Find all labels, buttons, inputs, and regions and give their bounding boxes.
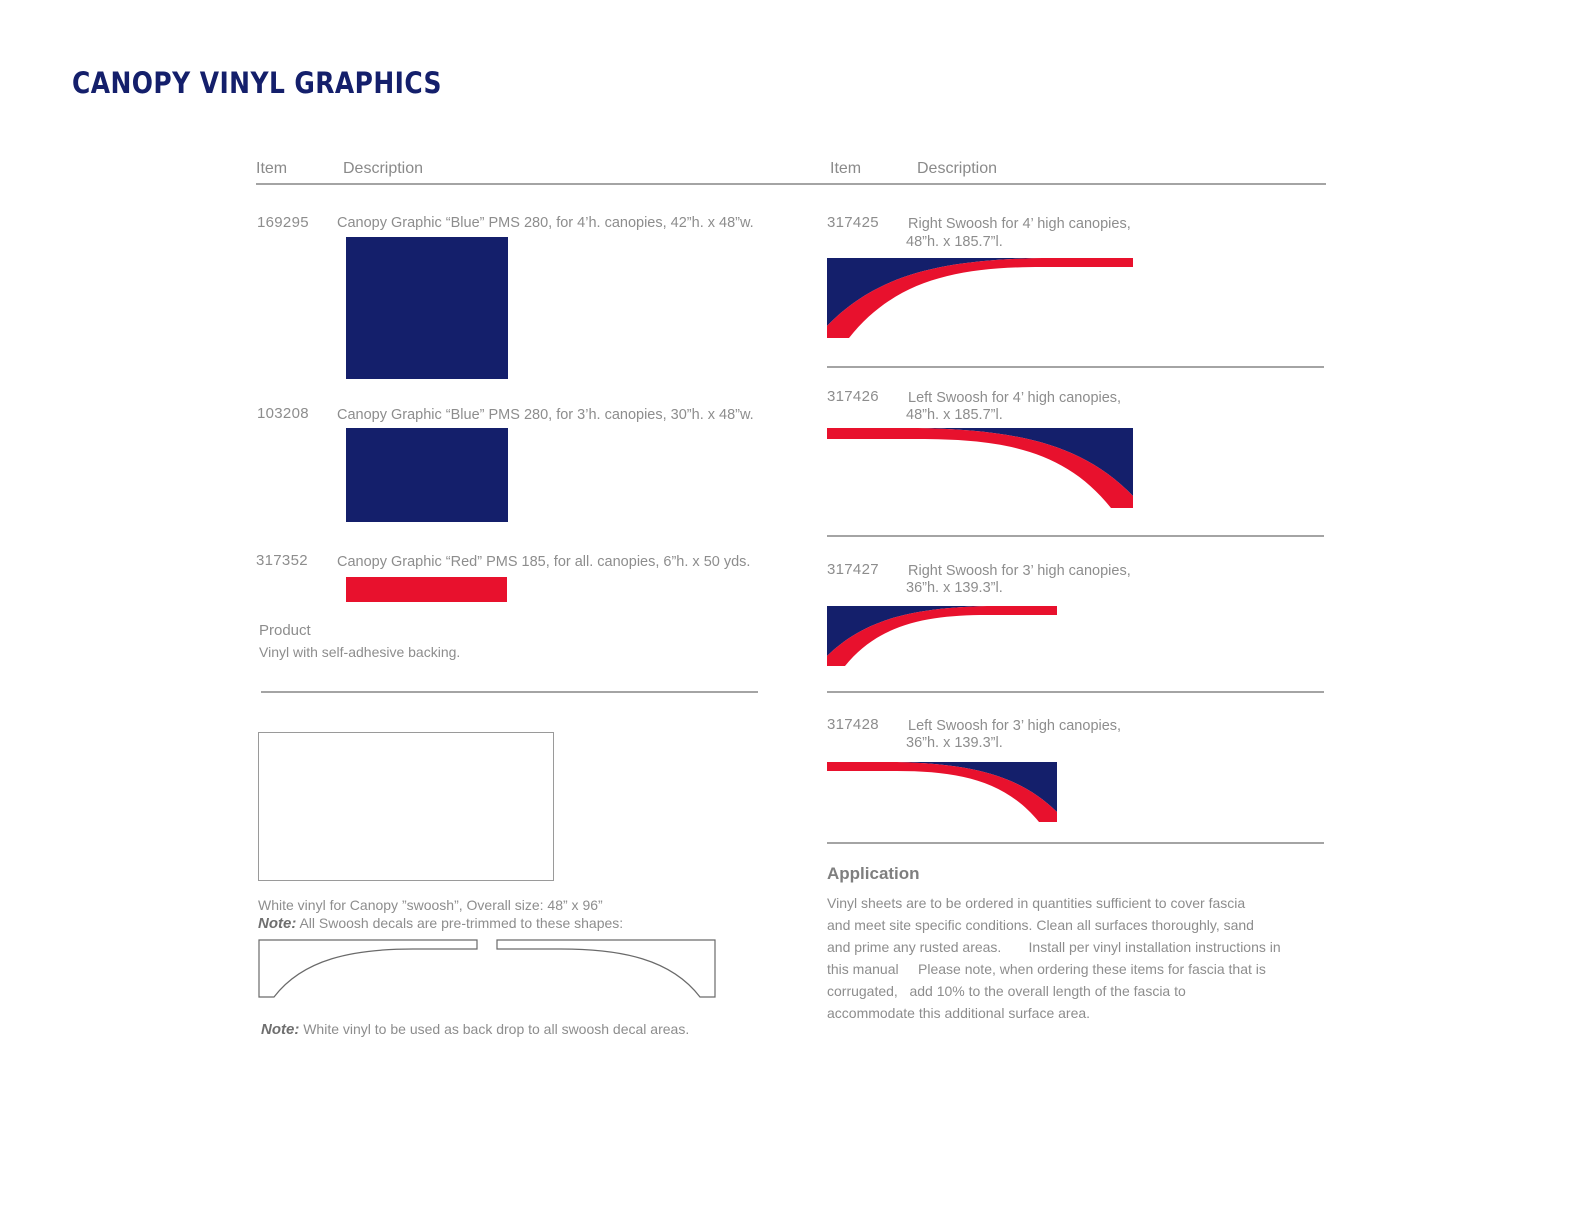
right-swoosh-3ft — [827, 606, 1057, 666]
bottom-note-text: White vinyl to be used as back drop to all swoosh decal areas. — [303, 1021, 690, 1037]
item-line2-317428: 36”h. x 139.3”l. — [906, 735, 1003, 751]
white-vinyl-bottom-note — [261, 1021, 689, 1038]
white-vinyl-caption: White vinyl for Canopy ”swoosh”, Overall size: 48” x 96” — [258, 897, 603, 913]
swoosh-trim-outlines — [258, 939, 718, 999]
item-code-103208: 103208 — [257, 405, 309, 422]
right-rule-2 — [827, 535, 1324, 537]
white-vinyl-sheet — [258, 732, 554, 881]
blue-swatch-42h — [346, 237, 508, 379]
right-rule-1 — [827, 366, 1324, 368]
application-line: and prime any rusted areas. Install per vinyl installation instructions in — [827, 939, 1281, 955]
item-line2-317427: 36”h. x 139.3”l. — [906, 580, 1003, 596]
left-swoosh-4ft — [827, 428, 1133, 508]
application-line: accommodate this additional surface area. — [827, 1005, 1091, 1021]
item-description-103208: Canopy Graphic “Blue” PMS 280, for 3’h. canopies, 30”h. x 48”w. — [337, 407, 754, 423]
item-line2-317425: 48”h. x 185.7”l. — [906, 234, 1003, 250]
application-line: corrugated, add 10% to the overall length of the fascia to — [827, 983, 1186, 999]
application-title: Application — [827, 864, 920, 883]
right-rule-4 — [827, 842, 1324, 844]
application-line: and meet site specific conditions. Clean all surfaces thoroughly, sand — [827, 917, 1254, 933]
item-code-317427: 317427 — [827, 561, 879, 578]
application-text — [827, 892, 1287, 1024]
item-line1-317425: Right Swoosh for 4’ high canopies, — [908, 216, 1131, 232]
left-item-header: Item — [256, 160, 288, 177]
left-swoosh-3ft — [827, 762, 1057, 822]
item-code-317425: 317425 — [827, 214, 879, 231]
product-text: Vinyl with self-adhesive backing. — [259, 644, 461, 660]
application-line: this manual Please note, when ordering these items for fascia that is — [827, 961, 1266, 977]
swoosh-note — [258, 915, 623, 932]
item-code-317352: 317352 — [256, 552, 308, 569]
item-line1-317428: Left Swoosh for 3’ high canopies, — [908, 718, 1122, 734]
red-stripe-swatch — [346, 577, 507, 602]
item-code-317426: 317426 — [827, 388, 879, 405]
item-code-169295: 169295 — [257, 214, 309, 231]
item-description-169295: Canopy Graphic “Blue” PMS 280, for 4’h. canopies, 42”h. x 48”w. — [337, 215, 754, 231]
item-description-317352: Canopy Graphic “Red” PMS 185, for all. canopies, 6”h. x 50 yds. — [337, 554, 751, 570]
right-rule-3 — [827, 691, 1324, 693]
item-line1-317426: Left Swoosh for 4’ high canopies, — [908, 390, 1122, 406]
right-trim-outline — [259, 940, 477, 997]
header-rule — [256, 183, 1326, 185]
left-trim-outline — [497, 940, 715, 997]
note-text: All Swoosh decals are pre-trimmed to these shapes: — [299, 915, 624, 931]
note-label: Note: — [258, 915, 297, 932]
right-swoosh-4ft — [827, 258, 1133, 338]
bottom-note-label: Note: — [261, 1021, 300, 1038]
item-line2-317426: 48”h. x 185.7”l. — [906, 407, 1003, 423]
right-description-header: Description — [917, 160, 998, 177]
blue-swatch-30h — [346, 428, 508, 522]
item-code-317428: 317428 — [827, 716, 879, 733]
item-line1-317427: Right Swoosh for 3’ high canopies, — [908, 563, 1131, 579]
right-item-header: Item — [830, 160, 862, 177]
left-section-rule — [261, 691, 758, 693]
page-title: CANOPY VINYL GRAPHICS — [72, 66, 442, 100]
left-description-header: Description — [343, 160, 424, 177]
application-line: Vinyl sheets are to be ordered in quantities sufficient to cover fascia — [827, 895, 1246, 911]
product-label: Product — [259, 622, 311, 639]
